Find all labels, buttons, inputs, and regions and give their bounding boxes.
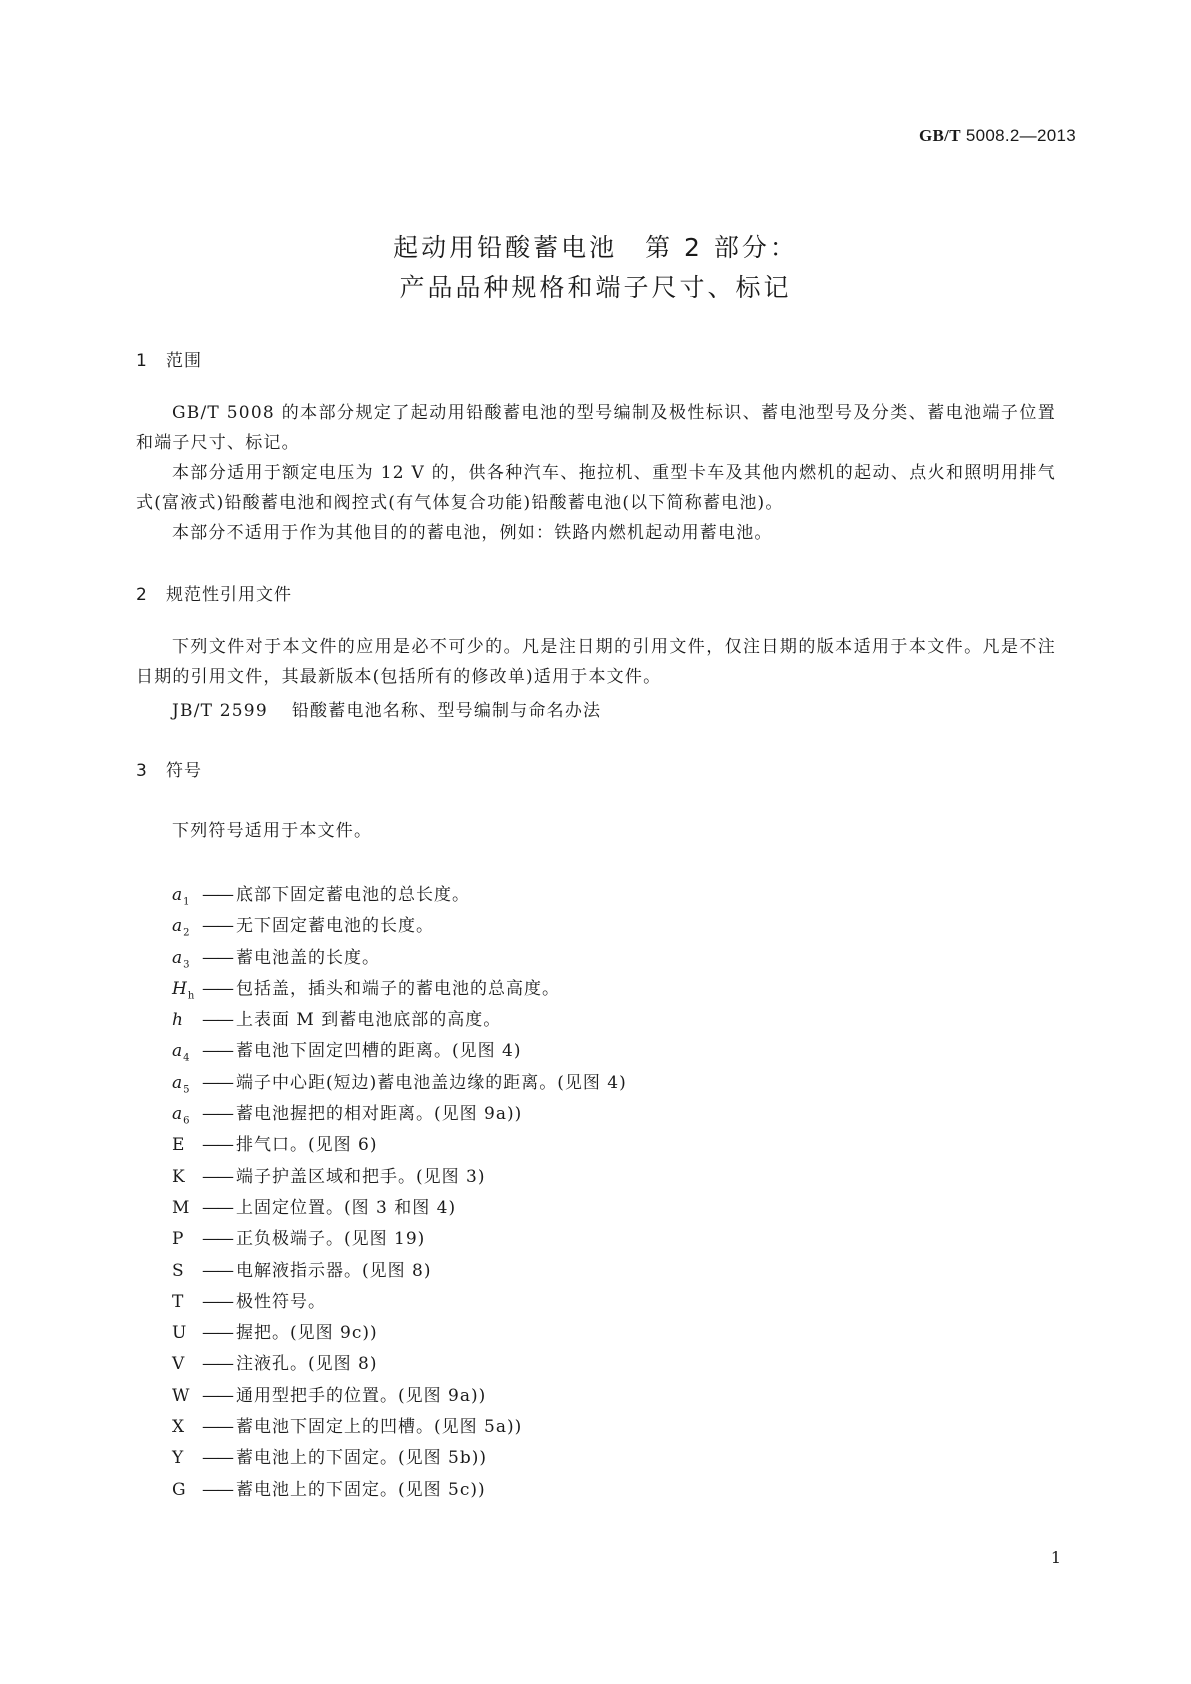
symbol — [172, 979, 202, 1001]
symbol-row — [172, 1256, 627, 1287]
symbol — [172, 916, 202, 938]
symbol-description: 端子护盖区域和把手。(见图 3) — [236, 1166, 486, 1187]
symbol — [172, 1104, 202, 1126]
symbol-row — [172, 1068, 627, 1099]
em-dash: —— — [202, 978, 232, 999]
symbol-description: 蓄电池下固定上的凹槽。(见图 5a)) — [236, 1417, 523, 1438]
symbol-subscript: 4 — [183, 1052, 191, 1064]
section-2-paragraph-1: 下列文件对于本文件的应用是必不可少的。凡是注日期的引用文件，仅注日期的版本适用于本文件。凡是不注日期的引用文件，其最新版本(包括所有的修改单)适用于本文件。 — [136, 637, 1056, 687]
symbol-subscript: 5 — [183, 1084, 191, 1096]
symbol-letter: K — [172, 1166, 186, 1187]
symbol-subscript: 3 — [183, 958, 191, 970]
symbol — [172, 1198, 202, 1218]
section-1-paragraph-2: 本部分适用于额定电压为 12 V 的，供各种汽车、拖拉机、重型卡车及其他内燃机的起动、点火和照明用排气式(富液式)铅酸蓄电池和阀控式(有气体复合功能)铅酸蓄电池(以下简称蓄电池)。 — [136, 463, 1056, 513]
symbol-description: 通用型把手的位置。(见图 9a)) — [236, 1385, 487, 1406]
symbol-letter: a — [172, 916, 184, 937]
symbol-description: 端子中心距(短边)蓄电池盖边缘的距离。(见图 4) — [236, 1072, 627, 1093]
symbol-letter: M — [172, 1197, 191, 1218]
symbol-description: 无下固定蓄电池的长度。 — [236, 916, 434, 937]
symbol-description: 包括盖，插头和端子的蓄电池的总高度。 — [236, 978, 560, 999]
document-title-line-1: 起动用铅酸蓄电池 第 2 部分： — [393, 233, 798, 262]
symbol-row — [172, 911, 627, 942]
em-dash: —— — [202, 1260, 232, 1281]
symbol-row — [172, 1349, 627, 1380]
symbol-description: 排气口。(见图 6) — [236, 1135, 378, 1156]
symbol-description: 注液孔。(见图 8) — [236, 1354, 378, 1375]
section-1-heading — [136, 346, 202, 371]
symbol-letter: Y — [172, 1448, 185, 1469]
symbol-letter: U — [172, 1323, 188, 1344]
symbol-letter: P — [172, 1229, 185, 1250]
symbol — [172, 885, 202, 907]
symbol — [172, 1386, 202, 1406]
symbol-letter: X — [172, 1417, 186, 1438]
symbol-description: 电解液指示器。(见图 8) — [236, 1260, 432, 1281]
em-dash: —— — [202, 1135, 232, 1156]
section-number: 2 — [136, 585, 148, 605]
symbol — [172, 1354, 202, 1374]
symbol-description: 蓄电池上的下固定。(见图 5c)) — [236, 1479, 486, 1500]
symbol — [172, 1010, 202, 1030]
symbol-row — [172, 1162, 627, 1193]
section-3-intro: 下列符号适用于本文件。 — [172, 821, 373, 841]
symbol-row — [172, 943, 627, 974]
symbol-description: 上固定位置。(图 3 和图 4) — [236, 1197, 457, 1218]
symbol-letter: T — [172, 1291, 185, 1312]
symbol-list — [172, 880, 627, 1506]
section-title: 范围 — [166, 351, 202, 371]
reference-code: JB/T 2599 — [172, 701, 268, 721]
symbol-row — [172, 1443, 627, 1474]
symbol-description: 底部下固定蓄电池的总长度。 — [236, 885, 470, 905]
em-dash: —— — [202, 1417, 232, 1438]
symbol-row — [172, 1318, 627, 1349]
reference-item — [172, 696, 601, 721]
symbol-row — [172, 880, 627, 911]
symbol-letter: a — [172, 1041, 184, 1062]
symbol-letter: H — [172, 978, 188, 999]
symbol-row — [172, 1130, 627, 1161]
page-number: 1 — [1050, 1548, 1061, 1567]
em-dash: —— — [202, 1104, 232, 1125]
em-dash: —— — [202, 1010, 232, 1031]
symbol-subscript: 2 — [183, 927, 191, 939]
symbol-description: 蓄电池下固定凹槽的距离。(见图 4) — [236, 1041, 522, 1062]
section-1-paragraph-3: 本部分不适用于作为其他目的的蓄电池，例如：铁路内燃机起动用蓄电池。 — [172, 523, 773, 543]
symbol-description: 极性符号。 — [236, 1291, 326, 1312]
em-dash: —— — [202, 1291, 232, 1312]
em-dash: —— — [202, 947, 232, 968]
standard-prefix: GB/T — [919, 126, 961, 145]
em-dash: —— — [202, 885, 232, 905]
em-dash: —— — [202, 1448, 232, 1469]
symbol-letter: S — [172, 1260, 185, 1281]
section-title: 规范性引用文件 — [166, 585, 292, 605]
symbol-description: 正负极端子。(见图 19) — [236, 1229, 426, 1250]
section-number: 1 — [136, 351, 148, 371]
symbol — [172, 1073, 202, 1095]
em-dash: —— — [202, 1385, 232, 1406]
symbol-row — [172, 1412, 627, 1443]
symbol-description: 蓄电池盖的长度。 — [236, 947, 380, 968]
symbol-letter: h — [172, 1010, 184, 1031]
symbol-subscript: 1 — [183, 896, 191, 908]
symbol-subscript: h — [187, 990, 196, 1002]
symbol-row — [172, 1193, 627, 1224]
symbol-row — [172, 1099, 627, 1130]
symbol-letter: a — [172, 1104, 184, 1125]
symbol-subscript: 6 — [183, 1115, 191, 1127]
symbol-description: 蓄电池上的下固定。(见图 5b)) — [236, 1448, 487, 1469]
em-dash: —— — [202, 1354, 232, 1375]
symbol — [172, 1448, 202, 1468]
symbol — [172, 1417, 202, 1437]
section-title: 符号 — [166, 761, 202, 781]
symbol — [172, 1135, 202, 1155]
em-dash: —— — [202, 1479, 232, 1500]
symbol-letter: V — [172, 1354, 186, 1375]
em-dash: —— — [202, 916, 232, 937]
symbol-letter: a — [172, 1072, 184, 1093]
symbol-letter: W — [172, 1385, 191, 1406]
symbol-letter: E — [172, 1135, 186, 1156]
section-3-heading — [136, 756, 202, 781]
em-dash: —— — [202, 1166, 232, 1187]
symbol-row — [172, 1381, 627, 1412]
symbol — [172, 948, 202, 970]
symbol — [172, 1041, 202, 1063]
em-dash: —— — [202, 1197, 232, 1218]
standard-number — [919, 126, 1076, 146]
symbol-row — [172, 1036, 627, 1067]
document-title-line-2: 产品品种规格和端子尺寸、标记 — [399, 273, 792, 302]
symbol-row — [172, 1005, 627, 1036]
em-dash: —— — [202, 1323, 232, 1344]
symbol-row — [172, 1287, 627, 1318]
symbol-letter: a — [172, 885, 184, 905]
reference-title: 铅酸蓄电池名称、型号编制与命名办法 — [291, 701, 602, 721]
symbol-description: 上表面 M 到蓄电池底部的高度。 — [236, 1010, 502, 1031]
em-dash: —— — [202, 1072, 232, 1093]
em-dash: —— — [202, 1041, 232, 1062]
symbol-row — [172, 1475, 627, 1506]
symbol — [172, 1261, 202, 1281]
symbol — [172, 1323, 202, 1343]
symbol-row — [172, 974, 627, 1005]
symbol-description: 蓄电池握把的相对距离。(见图 9a)) — [236, 1104, 523, 1125]
section-number: 3 — [136, 761, 148, 781]
section-2-heading — [136, 580, 292, 605]
symbol-description: 握把。(见图 9c)) — [236, 1323, 378, 1344]
symbol — [172, 1480, 202, 1500]
symbol — [172, 1167, 202, 1187]
section-1-paragraph-1: GB/T 5008 的本部分规定了起动用铅酸蓄电池的型号编制及极性标识、蓄电池型号及分类、蓄电池端子位置和端子尺寸、标记。 — [136, 403, 1056, 453]
symbol — [172, 1229, 202, 1249]
symbol — [172, 1292, 202, 1312]
em-dash: —— — [202, 1229, 232, 1250]
symbol-row — [172, 1224, 627, 1255]
symbol-letter: G — [172, 1479, 187, 1500]
standard-code: 5008.2—2013 — [965, 126, 1076, 145]
symbol-letter: a — [172, 947, 184, 968]
